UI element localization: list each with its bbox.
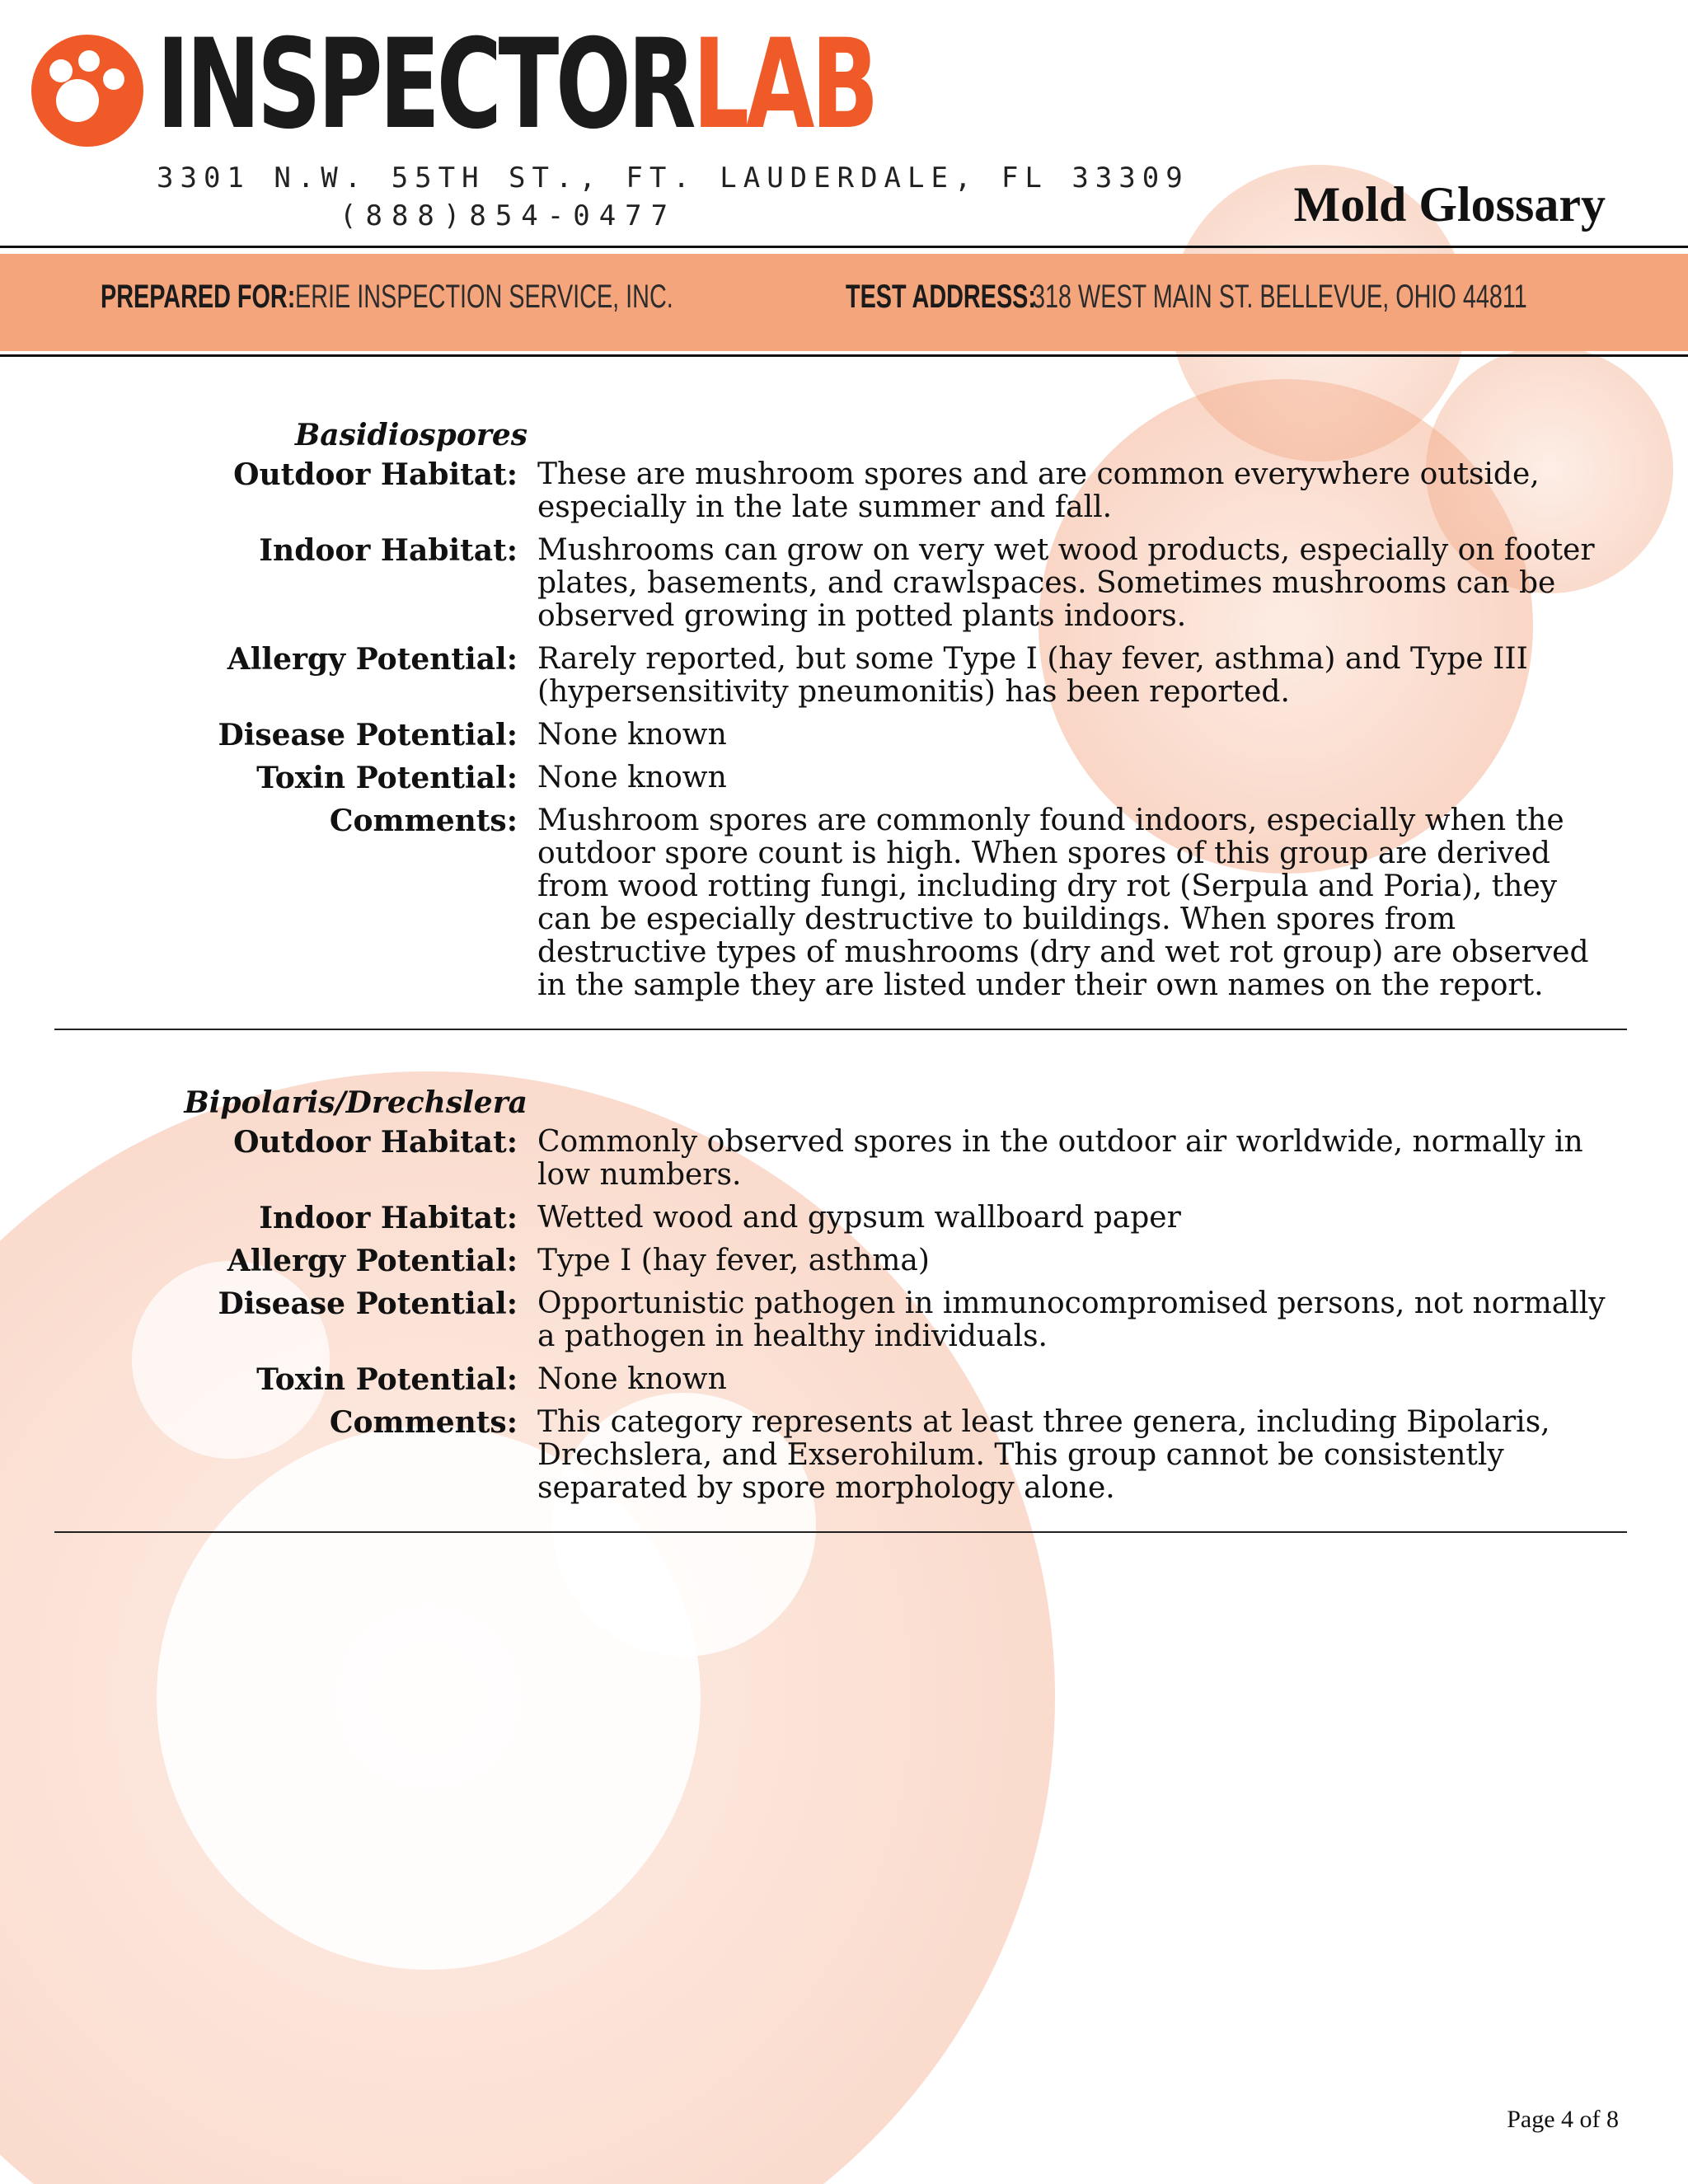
field-value: Type I (hay fever, asthma) xyxy=(537,1244,930,1277)
field-value: None known xyxy=(537,761,727,794)
field-label: Comments: xyxy=(329,1405,518,1440)
header-rule-bottom xyxy=(0,354,1688,357)
field-value: Mushroom spores are commonly found indoors, especially when the outdoor spore count is high. When spores of this group are derived from wood rotting fungi, including dry rot (Serpula and Poria), they can be especially destructive to buildings. When spores from destructive types of mushrooms (dry and wet rot group) are observed in the sample they are listed under their own names on the report. xyxy=(537,804,1589,1002)
field-value: Mushrooms can grow on very wet wood products, especially on footer plates, basements, and crawlspaces. Sometimes mushrooms can be observed growing in potted plants indoors. xyxy=(537,533,1595,633)
field-value: None known xyxy=(537,718,727,752)
entry-field xyxy=(0,1363,1688,1396)
field-label: Disease Potential: xyxy=(218,1286,518,1321)
entry-field xyxy=(0,1126,1688,1192)
field-value: Rarely reported, but some Type I (hay fever, asthma) and Type III (hypersensitivity pneumonitis) has been reported. xyxy=(537,642,1528,709)
entry-field xyxy=(0,1202,1688,1235)
entry-divider xyxy=(54,1029,1627,1030)
page-title: Mold Glossary xyxy=(1293,177,1606,232)
entry-name: Basidiospores xyxy=(294,418,528,452)
entry-field xyxy=(0,804,1688,1002)
field-label: Outdoor Habitat: xyxy=(233,1125,518,1160)
entry-field xyxy=(0,1287,1688,1353)
brand-first: INSPECTOR xyxy=(157,13,693,157)
test-address-label: TEST ADDRESS: xyxy=(846,279,1036,315)
field-label: Outdoor Habitat: xyxy=(233,457,518,492)
company-address: 3301 N.W. 55TH ST., FT. LAUDERDALE, FL 33309 xyxy=(157,162,1189,194)
glossary-entry xyxy=(0,417,1688,1030)
field-label: Comments: xyxy=(329,804,518,838)
field-label: Toxin Potential: xyxy=(256,761,518,795)
company-phone: (888)854-0477 xyxy=(340,199,678,232)
field-value: Wetted wood and gypsum wallboard paper xyxy=(537,1201,1181,1235)
test-address-value: 318 WEST MAIN ST. BELLEVUE, OHIO 44811 xyxy=(1032,279,1527,315)
page-number: Page 4 of 8 xyxy=(1507,2106,1619,2133)
header-rule-top xyxy=(0,246,1688,248)
entry-field xyxy=(0,643,1688,709)
field-label: Allergy Potential: xyxy=(227,642,518,677)
entry-divider xyxy=(54,1531,1627,1533)
prepared-for-label: PREPARED FOR: xyxy=(101,279,296,315)
field-label: Indoor Habitat: xyxy=(259,1201,518,1235)
prepared-for-value: ERIE INSPECTION SERVICE, INC. xyxy=(295,279,673,315)
brand-logotype xyxy=(157,15,875,155)
entry-field xyxy=(0,1406,1688,1505)
paw-logo-icon xyxy=(30,33,145,148)
entry-field xyxy=(0,458,1688,524)
field-label: Disease Potential: xyxy=(218,718,518,752)
entry-field xyxy=(0,534,1688,633)
field-label: Toxin Potential: xyxy=(256,1362,518,1397)
glossary-entry xyxy=(0,1085,1688,1533)
glossary-entries xyxy=(0,417,1688,1587)
field-label: Indoor Habitat: xyxy=(259,533,518,568)
field-value: Opportunistic pathogen in immunocompromised persons, not normally a pathogen in healthy individuals. xyxy=(537,1286,1606,1353)
field-label: Allergy Potential: xyxy=(227,1244,518,1278)
field-value: These are mushroom spores and are common everywhere outside, especially in the late summer and fall. xyxy=(537,457,1540,524)
field-value: Commonly observed spores in the outdoor air worldwide, normally in low numbers. xyxy=(537,1125,1583,1192)
brand-second: LAB xyxy=(692,13,876,157)
entry-name: Bipolaris/Drechslera xyxy=(184,1085,528,1120)
field-value: This category represents at least three genera, including Bipolaris, Drechslera, and Exserohilum. This group cannot be consistently separated by spore morphology alone. xyxy=(537,1405,1550,1505)
entry-field xyxy=(0,719,1688,752)
field-value: None known xyxy=(537,1362,727,1396)
entry-field xyxy=(0,762,1688,794)
entry-field xyxy=(0,1244,1688,1277)
